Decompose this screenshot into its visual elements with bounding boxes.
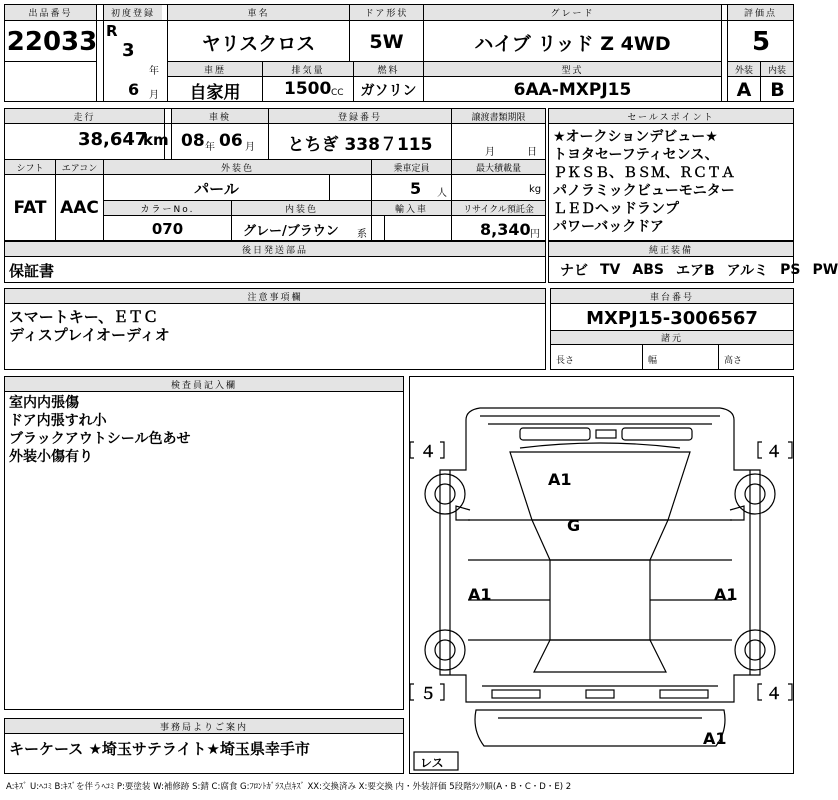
aircon-label: エアコン <box>56 160 103 174</box>
lot-no-label: 出品番号 <box>5 5 96 20</box>
sales-point: パワーバックドア <box>553 219 664 235</box>
lot-number: 22033 <box>6 27 98 57</box>
shift-label: シフト <box>5 160 55 174</box>
door-label: ドア形状 <box>350 5 423 20</box>
int-grade: B <box>770 79 785 101</box>
interior-color: グレー/ブラウン <box>243 224 339 239</box>
chassis-number: MXPJ15-3006567 <box>586 307 758 329</box>
exterior-color: パール <box>194 179 239 198</box>
int-color-label: 内装色 <box>232 201 371 215</box>
fuel: ガソリン <box>360 83 417 99</box>
inspector-line: ドア内張すれ小 <box>9 413 107 429</box>
import-label: 輸入車 <box>372 201 451 215</box>
notes-text <box>9 308 170 344</box>
inspector-notes <box>9 394 190 466</box>
reg-number: とちぎ 338７115 <box>287 134 433 155</box>
equip-item: アルミ <box>726 263 769 279</box>
mileage-label: 走行 <box>5 109 164 123</box>
color-no: 070 <box>151 220 184 238</box>
taillight-left-icon <box>492 690 540 698</box>
insp-month-unit: 月 <box>245 142 255 153</box>
width-label: 幅 <box>648 356 658 366</box>
int-label: 内装 <box>761 62 793 76</box>
insp-month: 06 <box>219 131 243 151</box>
color-no-label: カラーNo. <box>104 201 231 215</box>
inspector-line: 室内内張傷 <box>9 395 79 411</box>
sales-point: ★オークションデビュー★ <box>553 129 718 145</box>
sales-point: ＬＥＤヘッドランプ <box>553 201 679 217</box>
office-note: キーケース ★埼玉サテライト★埼玉県幸手市 <box>9 740 310 758</box>
damage-mark-hood: A1 <box>548 470 572 489</box>
shift: FAT <box>13 198 47 218</box>
reg-year: 3 <box>122 40 135 61</box>
wheel-fr-icon <box>735 474 775 514</box>
inspector-line: 外装小傷有り <box>9 449 93 465</box>
equipment-label: 純正装備 <box>549 242 793 256</box>
equip-item: ナビ <box>560 263 588 279</box>
displacement-unit: CC <box>331 88 344 98</box>
recycle-fee: 8,340 <box>480 220 531 239</box>
inspection-label: 車検 <box>172 109 268 123</box>
wheel-rl-icon <box>425 630 465 670</box>
roof-outline <box>550 560 650 640</box>
sales-point: ＰＫＳＢ、ＢＳＭ、ＲＣＴＡ <box>553 165 735 181</box>
mileage-unit: km <box>143 131 169 149</box>
score-label: 評価点 <box>728 5 793 20</box>
color-label: 外装色 <box>104 160 371 174</box>
tire-tread-rr: ４ <box>766 684 783 703</box>
wheel-fl-icon <box>425 474 465 514</box>
grade: ハイブ リッド Z 4WD <box>474 32 671 55</box>
insp-year-unit: 年 <box>205 142 215 153</box>
tire-tread-fr: ４ <box>766 442 783 461</box>
model: 6AA-MXPJ15 <box>513 80 632 100</box>
load-unit: kg <box>529 184 542 195</box>
tire-tread-fl: ４ <box>420 442 437 461</box>
wheel-rr-icon <box>735 630 775 670</box>
aircon: AAC <box>60 198 99 218</box>
note-line: ディスプレイオーディオ <box>9 326 170 344</box>
headlight-right-icon <box>622 428 692 440</box>
model-label: 型式 <box>424 62 721 76</box>
displacement: 1500 <box>284 79 332 99</box>
transfer-month-unit: 月 <box>485 147 495 158</box>
transfer-label: 譲渡書類期限 <box>452 109 545 123</box>
sales-points-list <box>553 128 735 236</box>
era: R <box>106 22 118 40</box>
transfer-day-unit: 日 <box>527 147 537 158</box>
capacity-unit: 人 <box>437 188 447 199</box>
grade-label: グレード <box>424 5 721 20</box>
reg-month-unit: 月 <box>149 90 159 101</box>
later-parts: 保証書 <box>9 262 55 280</box>
mileage: 38,647 <box>78 129 148 150</box>
recycle-label: リサイクル預託金 <box>452 201 545 215</box>
load-label: 最大積載量 <box>452 160 545 174</box>
capacity-label: 乗車定員 <box>372 160 451 174</box>
mirror-left-icon <box>456 506 470 520</box>
windshield-outline <box>532 520 668 560</box>
notes-label: 注意事項欄 <box>5 289 545 303</box>
equipment-list <box>560 260 838 280</box>
equip-item: PS <box>780 262 801 278</box>
equip-item: エアB <box>675 263 715 279</box>
chassis-label: 車台番号 <box>551 289 793 303</box>
taillight-right-icon <box>660 690 708 698</box>
legend: A:ｷｽﾞ U:ﾍｺﾐ B:ｷｽﾞを伴うﾍｺﾐ P:要塗装 W:補修跡 S:錆 C:腐食 G:ﾌﾛﾝﾄｶﾞﾗｽ点ｷｽﾞ XX:交換済み X:要交換 内・外装評価 5段階ﾗﾝｸ順(A・B・C・D・E) 2 <box>6 782 572 792</box>
damage-mark-left-side: A1 <box>468 585 492 604</box>
damage-mark-rear: A1 <box>703 729 727 748</box>
car-name: ヤリスクロス <box>201 32 316 55</box>
mirror-right-icon <box>730 506 744 520</box>
car-name-label: 車名 <box>168 5 349 20</box>
first-reg-label: 初度登録 <box>104 5 162 20</box>
reg-no-label: 登録番号 <box>269 109 451 123</box>
sales-points-label: セールスポイント <box>549 109 793 123</box>
reg-year-unit: 年 <box>149 66 159 77</box>
sales-point: パノラミックビューモニター <box>553 183 735 199</box>
length-label: 長さ <box>556 356 575 366</box>
int-color-unit: 系 <box>357 229 367 240</box>
car-diagram <box>409 376 794 774</box>
insp-year: 08 <box>181 131 205 151</box>
damage-mark-right-side: A1 <box>714 585 738 604</box>
hood-outline <box>510 452 690 520</box>
dims-label: 諸元 <box>551 331 793 344</box>
door-type: 5W <box>369 31 404 53</box>
ext-label: 外装 <box>728 62 760 76</box>
later-parts-label: 後日発送部品 <box>5 242 545 256</box>
equip-item: TV <box>600 262 621 278</box>
score: 5 <box>751 27 771 57</box>
displacement-label: 排気量 <box>263 62 353 76</box>
inspector-line: ブラックアウトシール色あせ <box>9 431 191 447</box>
height-label: 高さ <box>724 356 743 366</box>
office-label: 事務局よりご案内 <box>5 719 403 733</box>
equip-item: PW <box>812 262 838 278</box>
history: 自家用 <box>189 82 241 103</box>
capacity: 5 <box>410 179 422 198</box>
ext-grade: A <box>736 79 752 101</box>
note-line: スマートキー、ＥＴＣ <box>9 308 159 326</box>
tire-tread-rl: ５ <box>420 684 437 703</box>
spare-tire-status: レス <box>420 756 444 770</box>
sales-point: トヨタセーフティセンス、 <box>553 147 719 163</box>
history-label: 車歴 <box>168 62 262 76</box>
recycle-unit: 円 <box>530 229 540 240</box>
reg-month: 6 <box>128 80 140 99</box>
equip-item: ABS <box>632 262 664 278</box>
headlight-left-icon <box>520 428 590 440</box>
damage-mark-glass: G <box>567 516 581 535</box>
inspector-label: 検査員記入欄 <box>5 377 403 391</box>
fuel-label: 燃料 <box>354 62 423 76</box>
